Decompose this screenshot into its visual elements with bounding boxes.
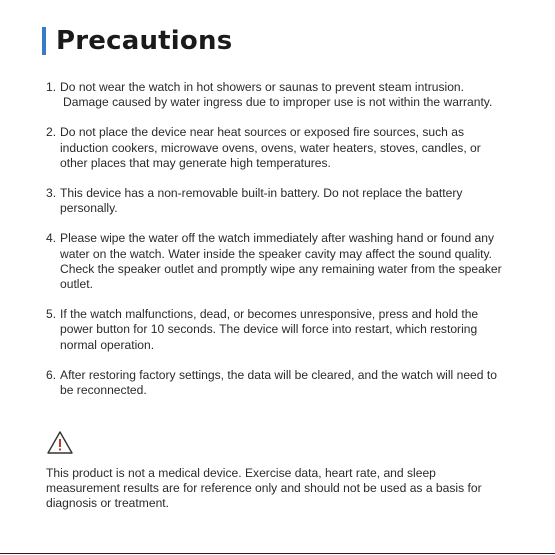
list-item: [46, 80, 506, 110]
list-item: [46, 186, 506, 216]
item-number: 3.: [46, 186, 57, 201]
warning-triangle-icon: [46, 430, 74, 456]
item-line: Do not wear the watch in hot showers or saunas to prevent steam intrusion.: [60, 80, 465, 94]
precautions-list: [46, 80, 506, 413]
item-number: 4.: [46, 231, 57, 246]
item-number: 1.: [46, 80, 57, 94]
page-header: [42, 26, 232, 56]
list-item: [46, 368, 506, 398]
item-text: [60, 80, 506, 110]
bottom-divider: [0, 553, 555, 554]
list-item: [46, 307, 506, 353]
item-text: If the watch malfunctions, dead, or becomes unresponsive, press and hold the power button for 10 seconds. The device will force into restart, which restoring normal operation.: [60, 307, 479, 352]
medical-disclaimer: This product is not a medical device. Exercise data, heart rate, and sleep measurement results are for reference only and should not be used as a basis for diagnosis or treatment.: [46, 466, 482, 511]
item-text: Please wipe the water off the watch immediately after washing hand or found any water on the watch. Water inside the speaker cavity may affect the sound quality. Check the speaker outlet and promptly wipe any remaining water from the speaker outlet.: [60, 231, 502, 292]
page-title: Precautions: [56, 26, 233, 56]
title-accent-bar: [42, 27, 46, 55]
item-number: 5.: [46, 307, 57, 322]
list-item: [46, 231, 506, 292]
list-item: [46, 125, 506, 171]
item-text: After restoring factory settings, the data will be cleared, and the watch will need to be reconnected.: [60, 367, 497, 398]
item-text: This device has a non-removable built-in battery. Do not replace the battery personally.: [60, 186, 463, 216]
item-line: Damage caused by water ingress due to improper use is not within the warranty.: [63, 95, 493, 110]
item-text: Do not place the device near heat sources or exposed fire sources, such as induction cookers, microwave ovens, ovens, water heaters, stoves, candles, or other places that may generate high temperatures.: [60, 125, 481, 170]
item-number: 2.: [46, 125, 57, 140]
item-number: 6.: [46, 367, 57, 382]
